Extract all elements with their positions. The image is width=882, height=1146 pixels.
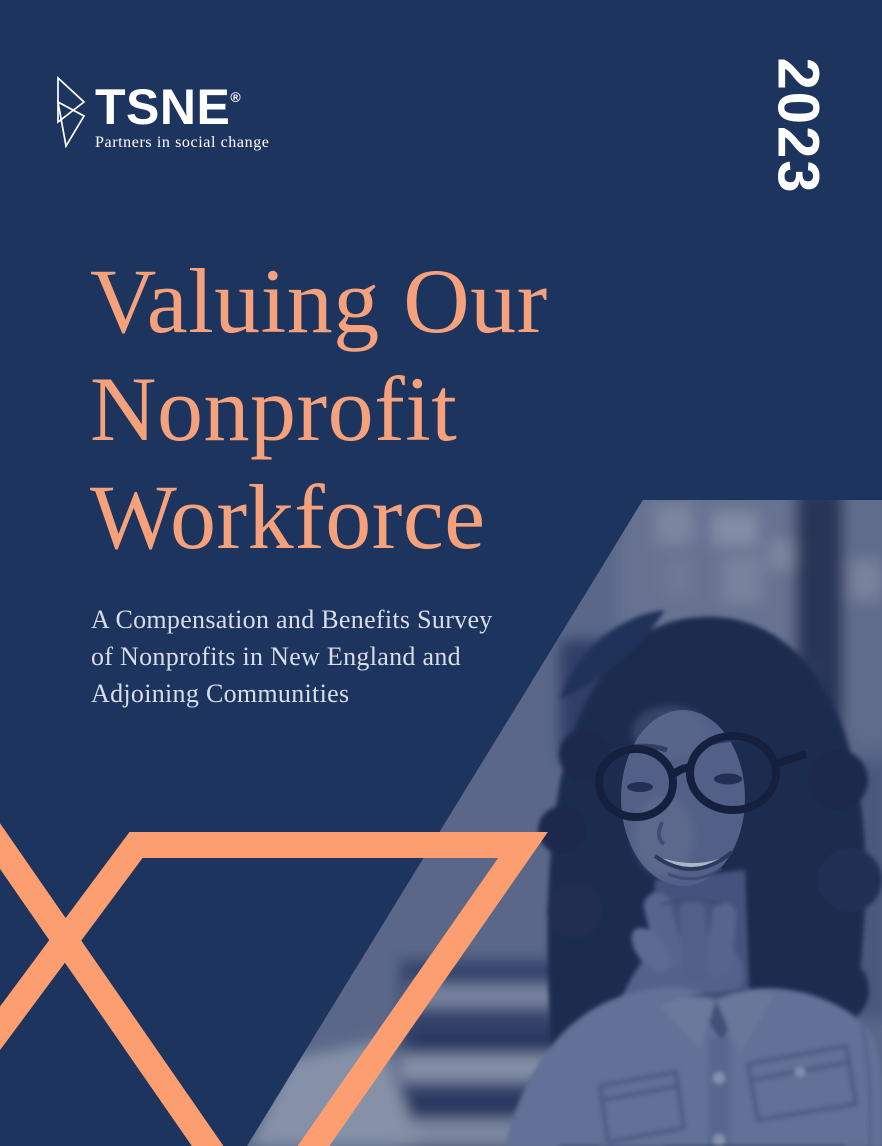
- title-line-2: Nonprofit: [90, 358, 458, 460]
- title-line-3: Workforce: [90, 466, 486, 568]
- cover-title: [90, 247, 548, 571]
- year-label: 2023: [765, 57, 831, 195]
- registered-mark: ®: [230, 89, 241, 105]
- title-line-1: Valuing Our: [90, 250, 548, 352]
- brand-tagline: Partners in social change: [95, 134, 270, 151]
- brand-wordmark: TSNE®: [95, 79, 241, 135]
- brand-logo: [56, 76, 270, 152]
- subtitle-line-2: of Nonprofits in New England and: [91, 642, 461, 671]
- cover-subtitle: [91, 601, 493, 712]
- tsne-logomark-icon: [56, 76, 86, 148]
- subtitle-line-1: A Compensation and Benefits Survey: [91, 605, 493, 634]
- subtitle-line-3: Adjoining Communities: [91, 679, 350, 708]
